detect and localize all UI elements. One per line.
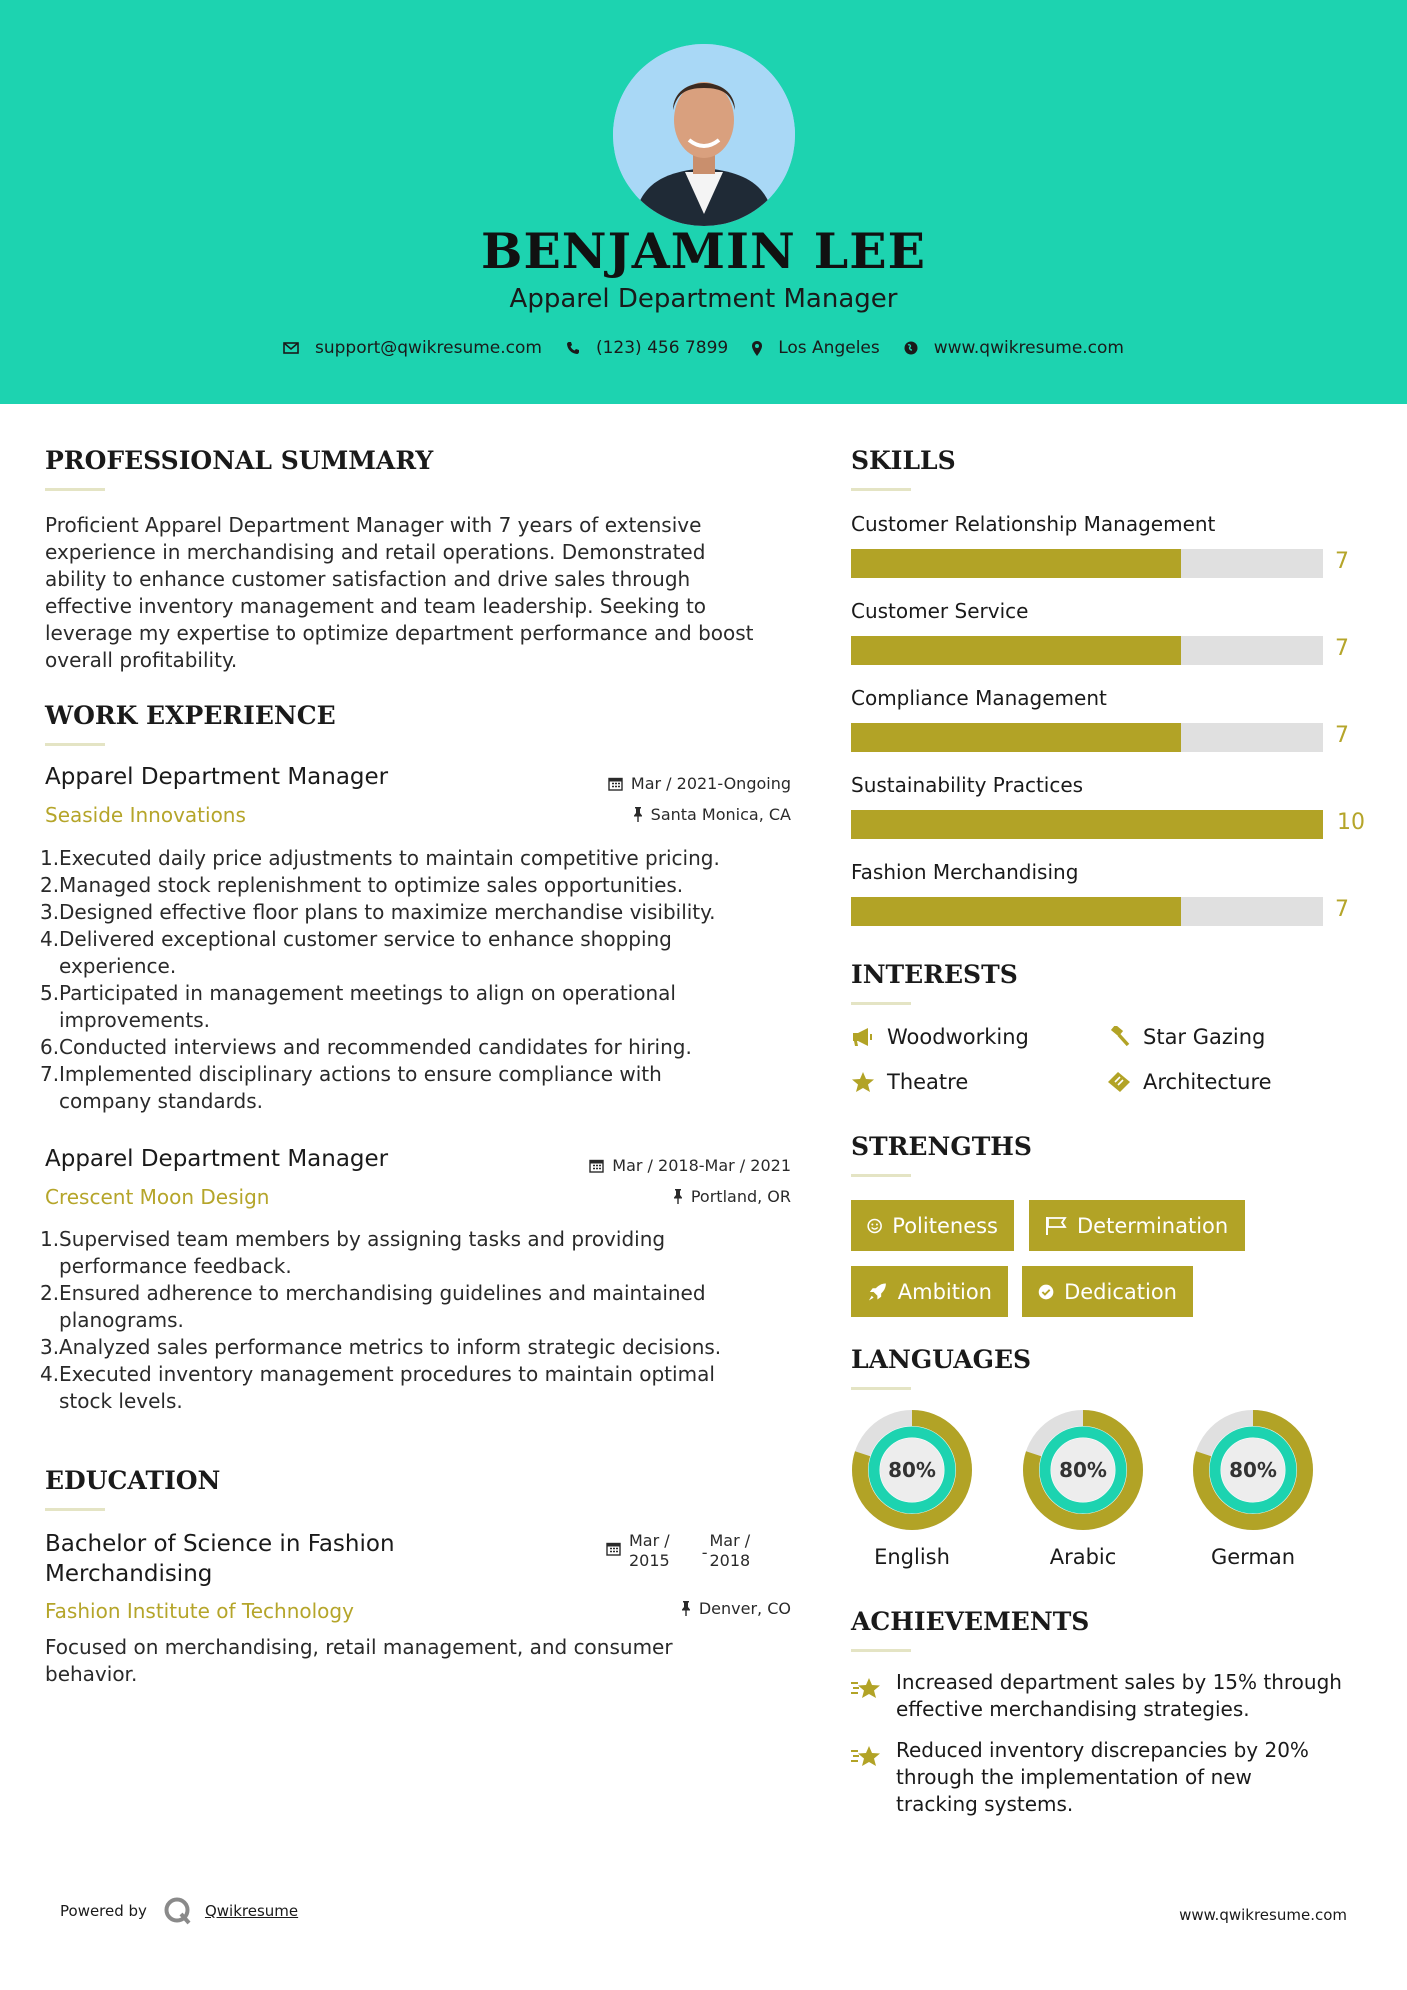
summary-underline xyxy=(45,488,105,491)
header-banner xyxy=(0,0,1407,404)
summary-line: overall profitability. xyxy=(45,648,238,672)
brand-link[interactable]: Qwikresume xyxy=(204,1902,299,1920)
map-pin-icon xyxy=(752,341,762,356)
skill-bar-track xyxy=(851,549,1323,578)
education-location-text: Denver, CO xyxy=(698,1599,791,1618)
education-description: Focused on merchandising, retail management, and consumer behavior. xyxy=(45,1635,673,1686)
list-item: 4. Delivered exceptional customer service to enhance shopping experience. xyxy=(40,927,672,978)
candidate-title: Apparel Department Manager xyxy=(509,284,898,314)
list-item: 1. Supervised team members by assigning tasks and providing performance feedback. xyxy=(40,1227,666,1278)
skill-value: 7 xyxy=(1335,636,1349,661)
degree-title: Bachelor of Science in Fashion Merchandising xyxy=(45,1531,395,1587)
skills-underline xyxy=(851,488,911,491)
contact-bar xyxy=(0,338,1407,358)
achievements-heading: ACHIEVEMENTS xyxy=(851,1607,1090,1636)
job-location xyxy=(633,805,791,824)
skill-value: 7 xyxy=(1335,549,1349,574)
skill-bar-track xyxy=(851,810,1323,839)
phone-text: (123) 456 7899 xyxy=(595,338,729,358)
languages-heading: LANGUAGES xyxy=(851,1345,1032,1374)
pushpin-icon xyxy=(673,1189,683,1204)
list-item: 1. Executed daily price adjustments to maintain competitive pricing. xyxy=(40,846,720,870)
list-item: 5. Participated in management meetings to align on operational improvements. xyxy=(40,981,676,1032)
summary-line: experience in merchandising and retail operations. Demonstrated xyxy=(45,540,706,564)
job-date-text: Mar / 2018-Mar / 2021 xyxy=(612,1156,791,1175)
phone-icon xyxy=(566,341,580,355)
achievements-underline xyxy=(851,1649,911,1652)
achievement-item: Increased department sales by 15% through effective merchandising strategies. xyxy=(896,1670,1342,1721)
achievement-star-icon xyxy=(849,1677,883,1705)
languages-underline xyxy=(851,1387,911,1390)
profile-photo xyxy=(613,44,795,226)
ticket-icon xyxy=(1107,1071,1131,1093)
language-donut xyxy=(850,1408,974,1532)
summary-text xyxy=(45,512,805,674)
smile-icon xyxy=(867,1216,882,1236)
skills-heading: SKILLS xyxy=(851,446,956,475)
interest-item: Theatre xyxy=(851,1070,968,1094)
check-circle-icon xyxy=(1038,1281,1054,1303)
strength-tag: Ambition xyxy=(851,1266,1008,1317)
language-name: German xyxy=(1210,1545,1296,1569)
education-dates xyxy=(606,1531,750,1571)
interests-heading: INTERESTS xyxy=(851,960,1018,989)
skill-value: 7 xyxy=(1335,897,1349,922)
summary-line: Proficient Apparel Department Manager with 7 years of extensive xyxy=(45,513,702,537)
interests-underline xyxy=(851,1002,911,1005)
job-bullets xyxy=(40,845,800,1115)
language-name: English xyxy=(874,1545,950,1569)
interest-item: Woodworking xyxy=(851,1025,1029,1049)
job-date-text: Mar / 2021-Ongoing xyxy=(630,774,791,793)
language-percent: 80% xyxy=(1059,1458,1107,1482)
list-item: 3. Analyzed sales performance metrics to inform strategic decisions. xyxy=(40,1335,722,1359)
calendar-icon xyxy=(606,1541,621,1556)
job-location xyxy=(673,1187,791,1206)
strength-tag: Determination xyxy=(1029,1200,1245,1251)
skill-value: 10 xyxy=(1337,810,1365,835)
list-item: 2. Managed stock replenishment to optimize sales opportunities. xyxy=(40,873,684,897)
strengths-heading: STRENGTHS xyxy=(851,1132,1032,1161)
language-name: Arabic xyxy=(1049,1545,1117,1569)
candidate-name: BENJAMIN LEE xyxy=(481,222,926,280)
skill-bar-fill xyxy=(851,636,1181,665)
job-location-text: Santa Monica, CA xyxy=(650,805,791,824)
pushpin-icon xyxy=(633,807,643,822)
interest-item: Star Gazing xyxy=(1107,1025,1265,1049)
job-date xyxy=(589,1156,791,1175)
experience-underline xyxy=(45,743,105,746)
powered-by-text: Powered by xyxy=(60,1902,147,1920)
contact-email[interactable] xyxy=(283,338,542,358)
skill-bar-track xyxy=(851,636,1323,665)
summary-line: ability to enhance customer satisfaction and drive sales through xyxy=(45,567,691,591)
school-name: Fashion Institute of Technology xyxy=(45,1599,354,1623)
achievement-item: Reduced inventory discrepancies by 20% through the implementation of new tracking systems. xyxy=(896,1738,1309,1816)
star-icon xyxy=(851,1071,875,1093)
skill-label: Compliance Management xyxy=(851,686,1107,710)
skill-bar-fill xyxy=(851,723,1181,752)
job-date xyxy=(608,774,791,793)
job-bullets xyxy=(40,1226,800,1415)
summary-line: leverage my expertise to optimize department performance and boost xyxy=(45,621,754,645)
job-title: Apparel Department Manager xyxy=(45,1146,389,1172)
email-text: support@qwikresume.com xyxy=(315,338,542,358)
strength-tag: Dedication xyxy=(1022,1266,1193,1317)
education-end: Mar / 2018 xyxy=(709,1531,751,1570)
contact-phone[interactable] xyxy=(566,338,728,358)
language-percent: 80% xyxy=(888,1458,936,1482)
rocket-icon xyxy=(867,1281,888,1303)
education-dash: - xyxy=(701,1543,708,1562)
list-item: 3. Designed effective floor plans to maximize merchandise visibility. xyxy=(40,900,716,924)
skill-bar-fill xyxy=(851,897,1181,926)
job-company: Seaside Innovations xyxy=(45,803,246,827)
job-title: Apparel Department Manager xyxy=(45,764,389,790)
strengths-underline xyxy=(851,1174,911,1177)
summary-heading: PROFESSIONAL SUMMARY xyxy=(45,446,434,475)
interest-item: Architecture xyxy=(1107,1070,1272,1094)
contact-location xyxy=(752,338,880,358)
calendar-icon xyxy=(608,776,623,791)
experience-heading: WORK EXPERIENCE xyxy=(45,701,336,730)
megaphone-icon xyxy=(851,1026,875,1048)
job-company: Crescent Moon Design xyxy=(45,1185,270,1209)
qwikresume-logo-icon xyxy=(163,1896,193,1926)
job-location-text: Portland, OR xyxy=(690,1187,791,1206)
globe-icon xyxy=(904,341,918,355)
education-underline xyxy=(45,1508,105,1511)
language-donut xyxy=(1191,1408,1315,1532)
skill-bar-track xyxy=(851,723,1323,752)
footer-powered-by xyxy=(60,1896,298,1926)
list-item: 7. Implemented disciplinary actions to ensure compliance with company standards. xyxy=(40,1062,662,1113)
contact-website[interactable] xyxy=(904,338,1124,358)
list-item: 2. Ensured adherence to merchandising guidelines and maintained planograms. xyxy=(40,1281,706,1332)
skill-label: Sustainability Practices xyxy=(851,773,1084,797)
skill-label: Customer Service xyxy=(851,599,1029,623)
language-percent: 80% xyxy=(1229,1458,1277,1482)
achievement-star-icon xyxy=(849,1745,883,1773)
language-donut xyxy=(1021,1408,1145,1532)
education-location xyxy=(681,1599,791,1618)
footer-website[interactable]: www.qwikresume.com xyxy=(1179,1906,1347,1924)
strength-tag: Politeness xyxy=(851,1200,1014,1251)
skill-bar-fill xyxy=(851,810,1323,839)
skill-label: Customer Relationship Management xyxy=(851,512,1216,536)
list-item: 4. Executed inventory management procedures to maintain optimal stock levels. xyxy=(40,1362,715,1413)
skill-label: Fashion Merchandising xyxy=(851,860,1079,884)
education-heading: EDUCATION xyxy=(45,1466,221,1495)
skill-value: 7 xyxy=(1335,723,1349,748)
flag-icon xyxy=(1045,1216,1067,1236)
summary-line: effective inventory management and team leadership. Seeking to xyxy=(45,594,707,618)
skill-bar-fill xyxy=(851,549,1181,578)
list-item: 6. Conducted interviews and recommended candidates for hiring. xyxy=(40,1035,692,1059)
location-text: Los Angeles xyxy=(778,338,880,358)
calendar-icon xyxy=(589,1158,604,1173)
skill-bar-track xyxy=(851,897,1323,926)
education-start: Mar / 2015 xyxy=(629,1531,670,1570)
envelope-icon xyxy=(283,342,299,354)
gavel-icon xyxy=(1107,1026,1131,1048)
pushpin-icon xyxy=(681,1601,691,1616)
website-text: www.qwikresume.com xyxy=(933,338,1124,358)
